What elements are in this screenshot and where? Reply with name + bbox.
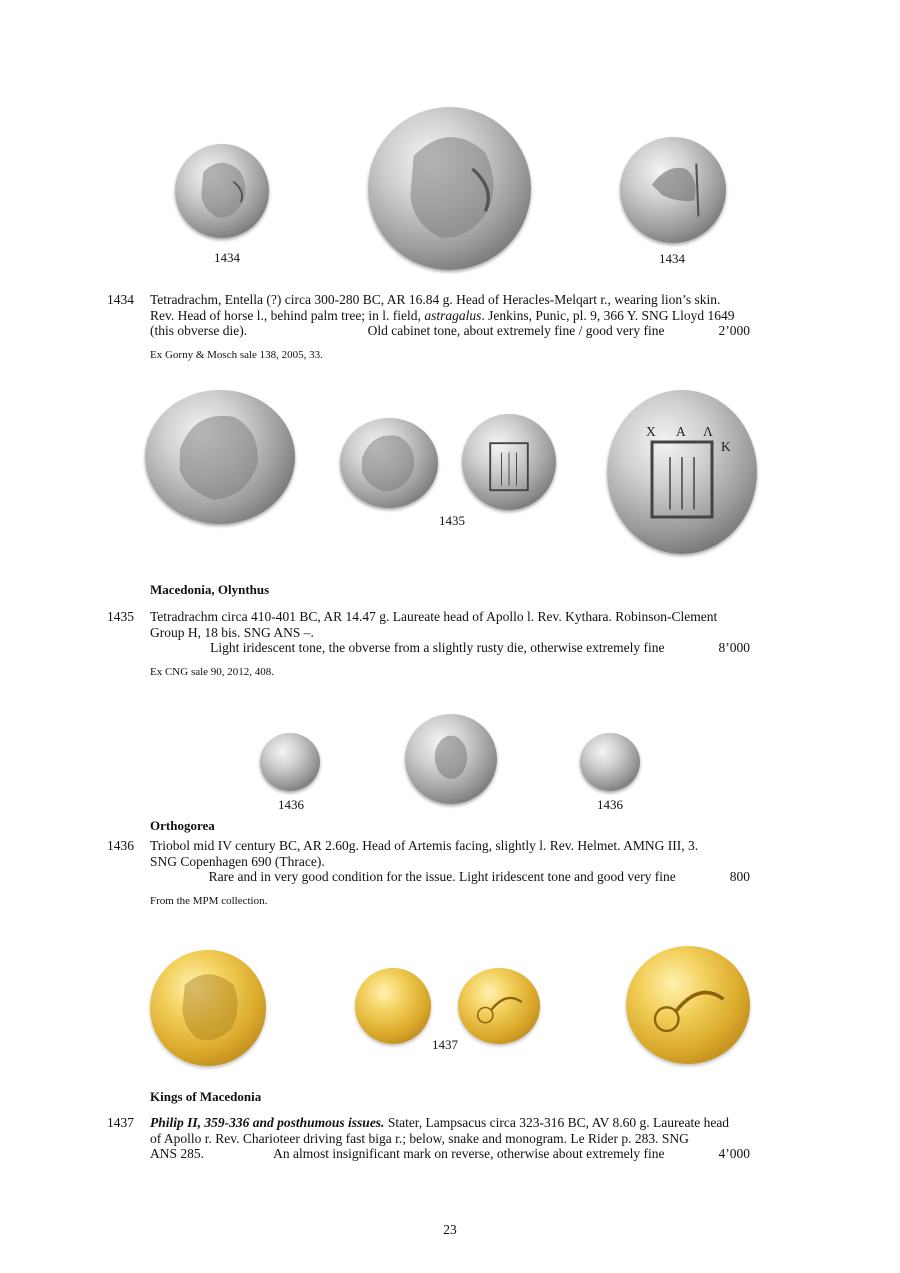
provenance: Ex CNG sale 90, 2012, 408. — [150, 666, 275, 678]
lot-number: 1435 — [107, 609, 134, 624]
desc-line — [150, 838, 750, 854]
condition: Old cabinet tone, about extremely fine / good very fine — [367, 323, 665, 338]
coin-1437-obverse — [355, 968, 431, 1044]
coin-1436-obverse-enlarged — [405, 714, 497, 804]
caption-1436-left: 1436 — [278, 797, 304, 812]
desc-line — [150, 640, 750, 656]
desc-text: ANS 285. — [150, 1146, 205, 1161]
condition: An almost insignificant mark on reverse, otherwise about extremely fine — [273, 1146, 665, 1161]
provenance: Ex Gorny & Mosch sale 138, 2005, 33. — [150, 349, 323, 361]
coin-1436-obverse — [260, 733, 320, 791]
desc-text-part: Rev. Head of horse l., behind palm tree; in l. field, — [150, 307, 425, 323]
price: 8’000 — [718, 640, 750, 655]
desc-text-part: Stater, Lampsacus circa 323-316 BC, AV 8.60 g. Laureate head — [384, 1115, 730, 1130]
desc-text: Group H, 18 bis. SNG ANS –. — [150, 624, 314, 640]
desc-text-part: . Jenkins, Punic, pl. 9, 366 Y. SNG Lloyd 1649 — [481, 307, 735, 323]
desc-line — [150, 609, 750, 625]
coin-1437-reverse — [458, 968, 540, 1044]
caption-1435: 1435 — [439, 513, 465, 528]
desc-text: SNG Copenhagen 690 (Thrace). — [150, 853, 325, 869]
desc-text: Triobol mid IV century BC, AR 2.60g. Head of Artemis facing, slightly l. Rev. Helmet. AMNG III, 3. — [150, 838, 699, 853]
coin-1434-obverse-small — [175, 144, 269, 238]
desc-text: Tetradrachm, Entella (?) circa 300-280 BC, AR 16.84 g. Head of Heracles-Melqart r., wearing lion’s skin. — [150, 292, 721, 307]
lot-description — [150, 292, 750, 339]
caption-1436-right: 1436 — [597, 797, 623, 812]
coin-1435-obverse — [340, 418, 438, 508]
lyre-letter-chi: Χ — [646, 424, 656, 439]
coin-1434-obverse-enlarged — [368, 107, 531, 270]
lot-description — [150, 609, 750, 656]
desc-line — [150, 869, 750, 885]
lot-number: 1437 — [107, 1115, 134, 1130]
lot-description — [150, 838, 750, 885]
coin-1436-reverse — [580, 733, 640, 791]
coin-1437-reverse-enlarged — [626, 946, 750, 1064]
section-heading: Kings of Macedonia — [150, 1089, 262, 1104]
desc-italic: astragalus — [424, 307, 482, 323]
desc-text: Tetradrachm circa 410-401 BC, AR 14.47 g. Laureate head of Apollo l. Rev. Kythara. Robinson-Clement — [150, 609, 718, 624]
lot-number: 1436 — [107, 838, 134, 853]
caption-1437: 1437 — [432, 1037, 458, 1052]
lyre-letter-lambda: Λ — [703, 424, 713, 439]
desc-text — [150, 1115, 729, 1131]
section-heading: Macedonia, Olynthus — [150, 582, 270, 597]
desc-line — [150, 625, 750, 641]
page-number: 23 — [443, 1222, 457, 1237]
lyre-letter-kappa: Κ — [721, 439, 731, 454]
coin-1435-reverse-enlarged — [607, 390, 757, 554]
coin-1435-obverse-enlarged — [145, 390, 295, 524]
price: 800 — [729, 869, 750, 884]
desc-line — [150, 854, 750, 870]
desc-line — [150, 1131, 750, 1147]
ruler-title: Philip II, 359-336 and posthumous issues. — [150, 1115, 385, 1130]
lot-description — [150, 1115, 750, 1162]
lyre-letter-alpha: Α — [676, 424, 686, 439]
desc-line — [150, 323, 750, 339]
desc-line — [150, 1146, 750, 1162]
price: 2’000 — [718, 323, 750, 338]
desc-text — [150, 308, 734, 324]
desc-line — [150, 1115, 750, 1131]
coin-1437-obverse-enlarged — [150, 950, 266, 1066]
desc-line — [150, 292, 750, 308]
section-heading: Orthogorea — [150, 818, 215, 833]
condition: Rare and in very good condition for the issue. Light iridescent tone and good very fine — [208, 869, 676, 884]
lot-number: 1434 — [107, 292, 134, 307]
provenance: From the MPM collection. — [150, 895, 268, 907]
coin-1434-reverse — [620, 137, 726, 243]
caption-1434-left: 1434 — [214, 250, 240, 265]
desc-text: of Apollo r. Rev. Charioteer driving fast biga r.; below, snake and monogram. Le Rider p. 283. SNG — [150, 1130, 689, 1146]
caption-1434-right: 1434 — [659, 251, 685, 266]
price: 4’000 — [718, 1146, 750, 1161]
desc-text: (this obverse die). — [150, 323, 248, 338]
desc-line — [150, 308, 750, 324]
condition: Light iridescent tone, the obverse from a slightly rusty die, otherwise extremely fine — [210, 640, 665, 655]
coin-1435-reverse — [462, 414, 556, 510]
